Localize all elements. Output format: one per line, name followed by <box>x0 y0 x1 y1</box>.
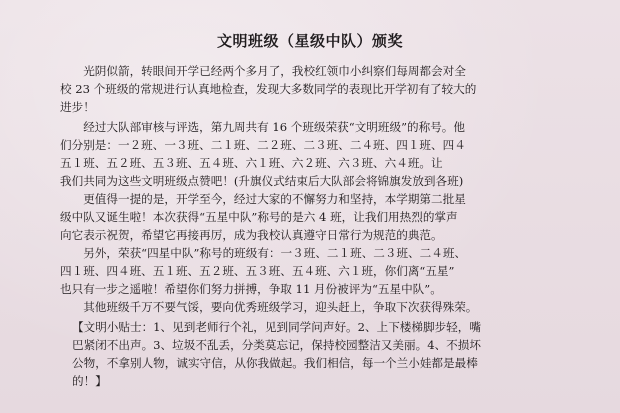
text-line: 我们共同为这些文明班级点赞吧！(升旗仪式结束后大队部会将锦旗发放到各班) <box>60 174 464 188</box>
text-line: 校 23 个班级的常规进行认真地检查，发现大多数同学的表现比开学初有了较大的 <box>60 82 477 96</box>
text-line: 四１班、四４班、五１班、五２班、五３班、五４班、六１班，你们离“五星” <box>60 264 455 278</box>
text-line: 进步！ <box>60 100 95 114</box>
text-line: 另外，荣获“四星中队”称号的班级有：一３班、二１班、二３班、二４班、 <box>60 246 467 260</box>
text-line: 更值得一提的是，开学至今，经过大家的不懈努力和坚持，本学期第二批星 <box>60 192 466 206</box>
paragraph-intro <box>60 62 560 116</box>
text-line: 向它表示祝贺，希望它再接再厉，成为我校认真遵守日常行为规范的典范。 <box>60 228 443 242</box>
text-line: 其他班级千万不要气馁，要向优秀班级学习，迎头赶上，争取下次获得殊荣。 <box>60 300 478 314</box>
text-line: 级中队又诞生啦！本次获得“五星中队”称号的是六 4 班，让我们用热烈的掌声 <box>60 210 458 224</box>
text-line: 【文明小贴士：1、见到老师行个礼，见到同学问声好。2、上下楼梯脚步轻，嘴 <box>72 320 481 334</box>
text-line: 们分别是：一２班、一３班、二１班、二２班、二３班、二４班、四１班、四４ <box>60 138 466 152</box>
document-title: 文明班级（星级中队）颁奖 <box>216 32 403 50</box>
text-line: 经过大队部审核与评选，第九周共有 16 个班级荣获“文明班级”的称号。他 <box>60 120 465 134</box>
text-line: 五１班、五２班、五３班、五４班、六１班、六２班、六３班、六４班。让 <box>60 156 443 170</box>
civility-tips <box>72 318 552 390</box>
text-line: 的！】 <box>72 374 107 388</box>
paragraph-star-squadrons <box>60 190 560 316</box>
text-line: 公物，不拿别人物，诚实守信，从你我做起。我们相信，每一个兰小娃都是最棒 <box>72 356 478 370</box>
paragraph-civilized-classes <box>60 118 560 190</box>
text-line: 巴紧闭不出声。3、垃圾不乱丢，分类莫忘记，保持校园整洁又美丽。4、不损坏 <box>72 338 481 352</box>
text-line: 也只有一步之遥啦！希望你们努力拼搏，争取 11 月份被评为“五星中队”。 <box>60 282 442 296</box>
text-line: 光阴似箭，转眼间开学已经两个多月了，我校红领巾小纠察们每周都会对全 <box>60 64 466 78</box>
